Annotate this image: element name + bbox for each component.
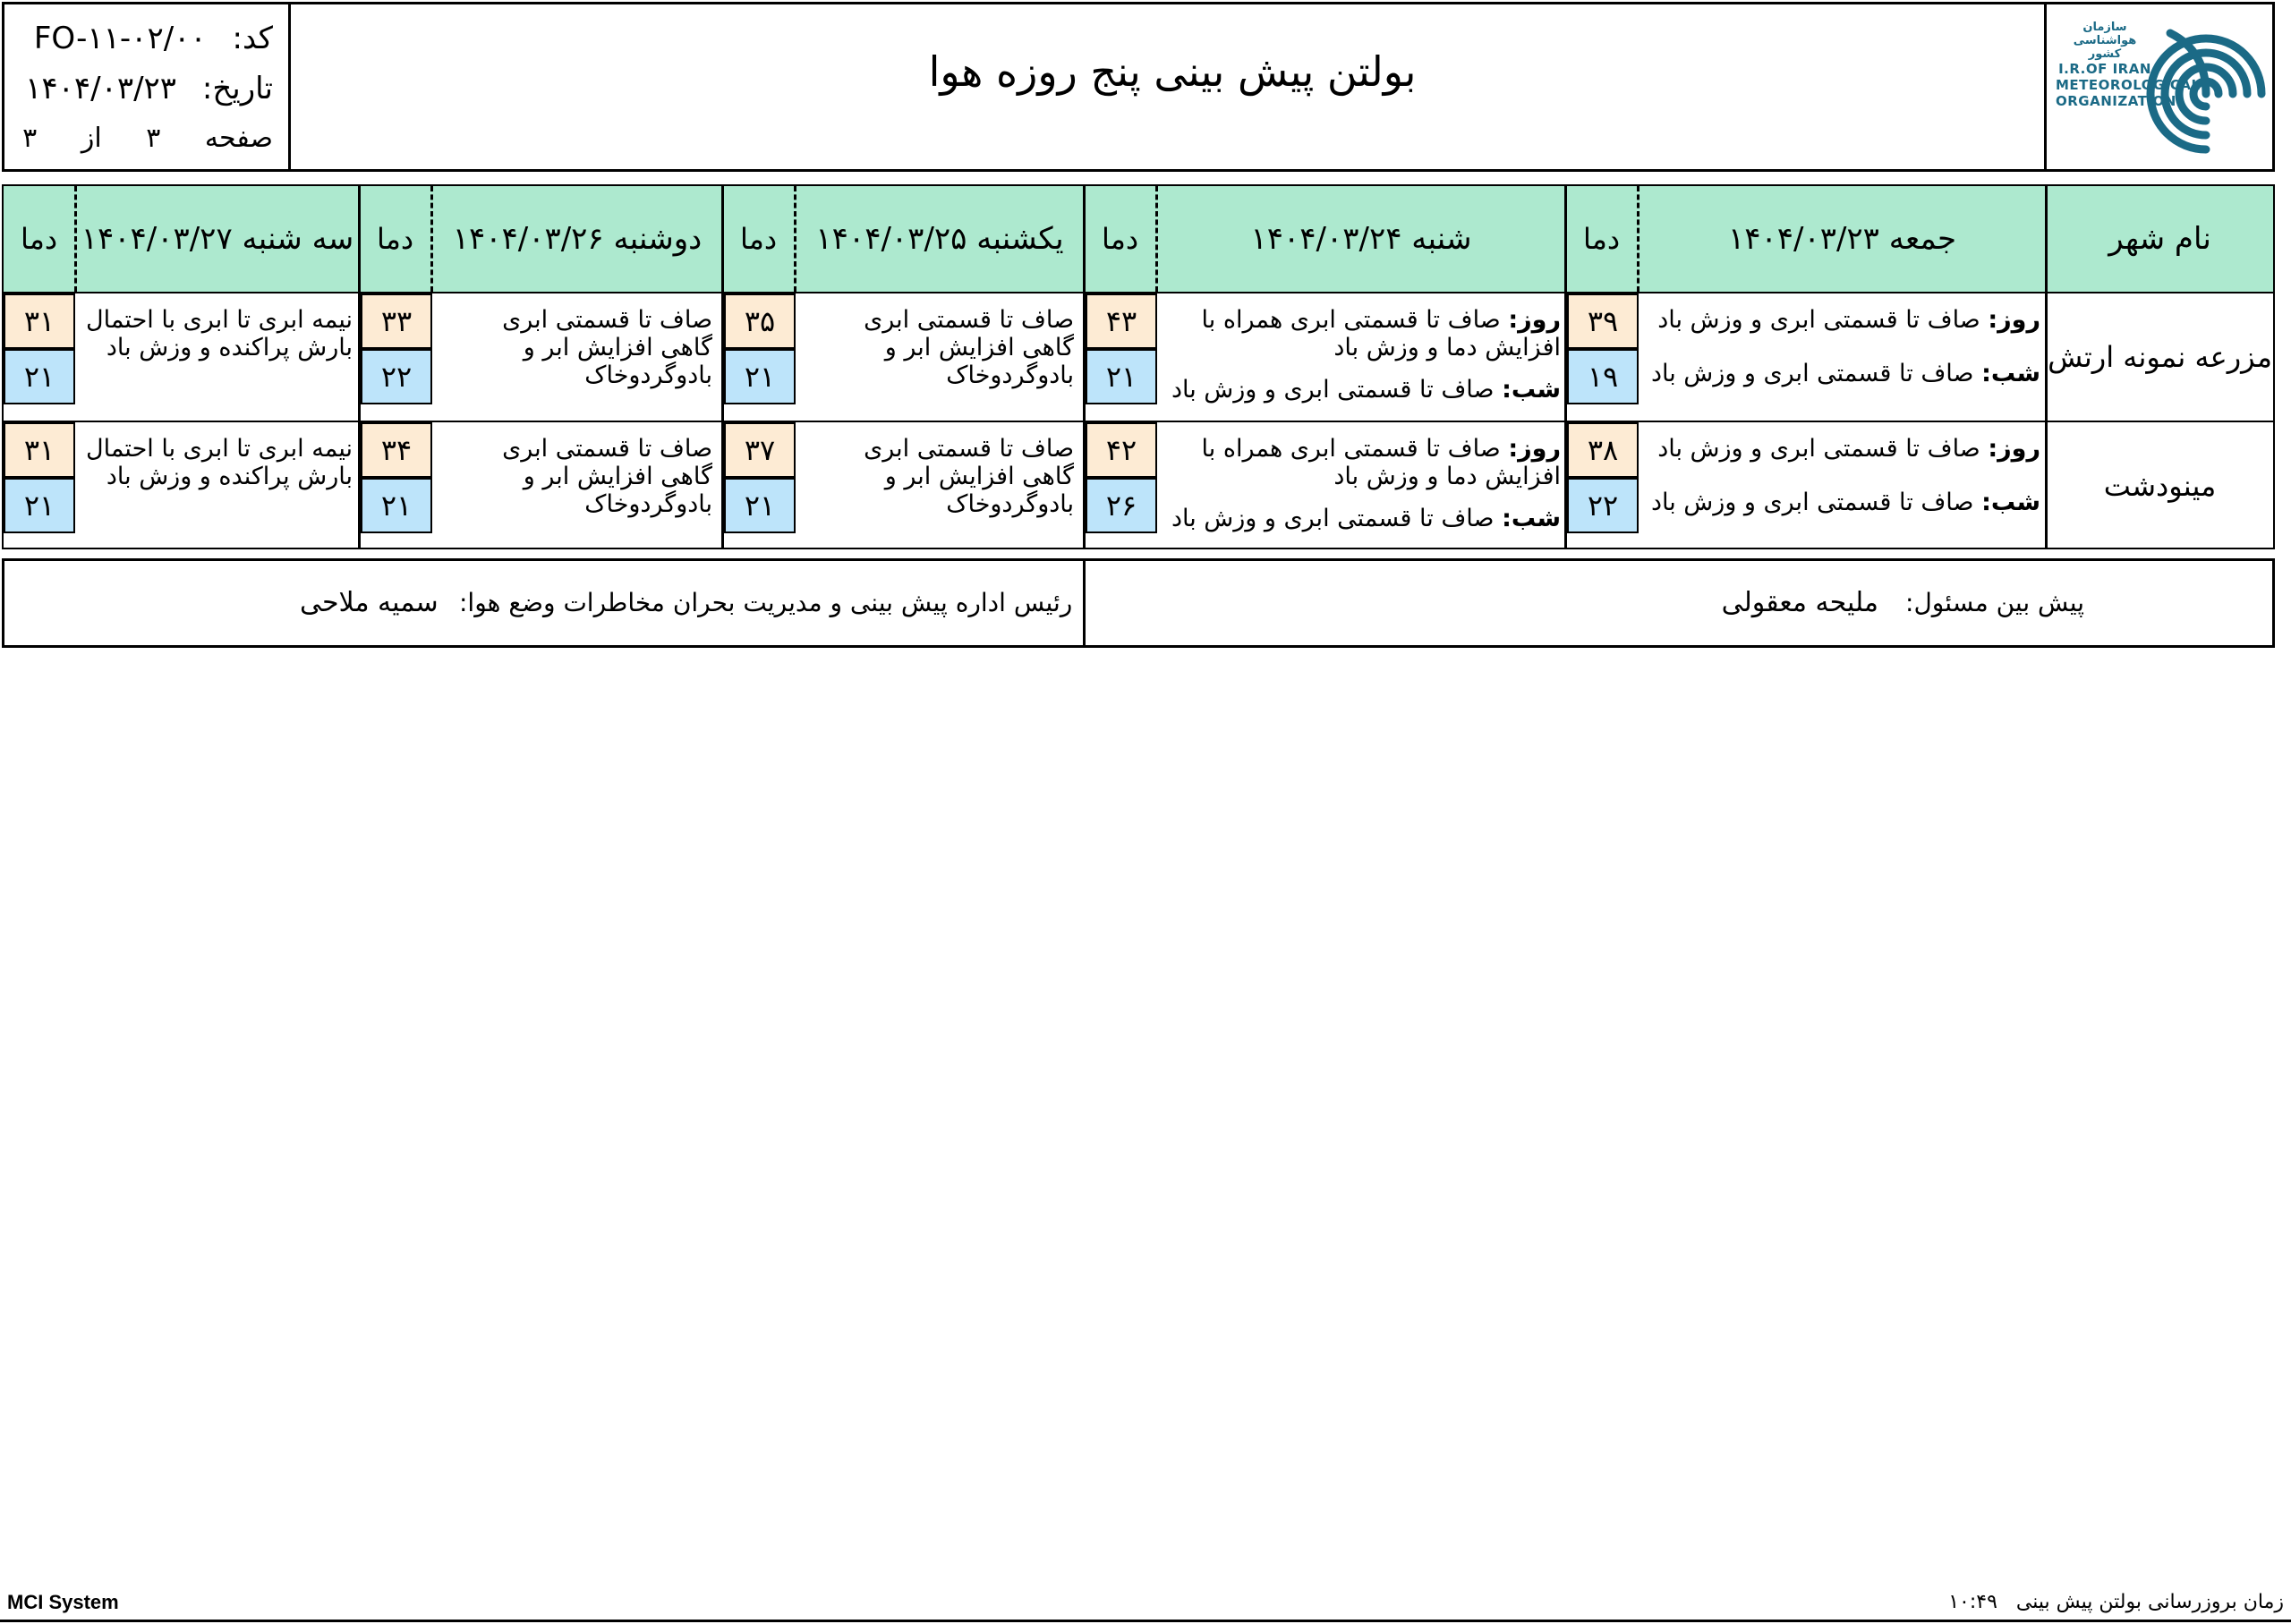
night-prefix: شب:: [1981, 360, 2040, 387]
day-prefix: روز:: [1508, 435, 1561, 463]
code-row: [31, 21, 273, 56]
forecast-table: [2, 184, 2275, 549]
temp-header-0: دما: [1566, 186, 1639, 292]
max-temp: ۳۳: [361, 293, 432, 349]
forecast-text: صاف تا قسمتی ابری و وزش باد: [1657, 435, 1980, 463]
min-temp: ۲۱: [724, 478, 796, 533]
temp-header-1: دما: [1085, 186, 1158, 292]
bottom-rule: [0, 1620, 2291, 1622]
signature-box: [2, 558, 2275, 648]
night-prefix: شب:: [1981, 489, 2040, 516]
night-prefix: شب:: [1502, 376, 1561, 404]
code-value: FO-۱۱-۰۲/۰۰: [33, 21, 207, 56]
forecast-text: صاف تا قسمتی ابری گاهی افزایش ابر و بادوگردوخاک: [502, 435, 712, 518]
max-temp: ۳۷: [724, 422, 796, 478]
bulletin-header: [2, 2, 2275, 172]
city-header: نام شهر: [2047, 186, 2273, 292]
temp-header-3: دما: [360, 186, 433, 292]
forecast-text: صاف تا قسمتی ابری گاهی افزایش ابر و بادوگردوخاک: [864, 435, 1074, 518]
forecast-text: صاف تا قسمتی ابری و وزش باد: [1657, 306, 1980, 334]
date-value: ۱۴۰۴/۰۳/۲۳: [25, 71, 177, 106]
forecast-text: صاف تا قسمتی ابری و وزش باد: [1171, 376, 1495, 404]
city-name: مینودشت: [2103, 469, 2217, 503]
max-temp: ۳۹: [1567, 293, 1639, 349]
min-temp: ۲۶: [1086, 478, 1157, 533]
head-name: سمیه ملاحی: [300, 587, 439, 618]
forecast-text: نیمه ابری تا ابری با احتمال بارش پراکنده و وزش باد: [85, 306, 353, 361]
page-title: بولتن پیش بینی پنج روزه هوا: [928, 47, 1417, 96]
forecaster-name: ملیحه معقولی: [1721, 587, 1878, 618]
update-label: زمان بروزرسانی بولتن پیش بینی: [2015, 1591, 2284, 1613]
forecast-night-text: [1158, 376, 1561, 404]
head-label: رئیس اداره پیش بینی و مدیریت بحران مخاطرات وضع هوا:: [459, 588, 1073, 617]
logo-fa-text: سازمان هواشناسی کشور: [2073, 21, 2137, 61]
forecast-night-text: [1639, 489, 2040, 516]
max-temp: ۳۱: [4, 293, 75, 349]
forecast-day-text: [1639, 306, 2040, 334]
date-row: [25, 71, 273, 106]
min-temp: ۲۱: [1086, 349, 1157, 404]
forecast-text: صاف تا قسمتی ابری و وزش باد: [1171, 505, 1495, 532]
system-name: MCI System: [7, 1591, 119, 1613]
day-header-4: سه شنبه ۱۴۰۴/۰۳/۲۷: [77, 186, 360, 292]
night-prefix: شب:: [1502, 505, 1561, 532]
logo-en-line3: ORGANIZATION: [2056, 93, 2176, 109]
day-header-2: یکشنبه ۱۴۰۴/۰۳/۲۵: [796, 186, 1085, 292]
date-label: تاریخ:: [201, 71, 273, 106]
day-prefix: روز:: [1508, 306, 1561, 334]
min-temp: ۲۱: [4, 478, 75, 533]
forecast-text: صاف تا قسمتی ابری گاهی افزایش ابر و بادوگردوخاک: [864, 306, 1074, 389]
forecast-text: صاف تا قسمتی ابری و وزش باد: [1650, 360, 1974, 387]
page-row: [22, 123, 273, 154]
temp-header-4: دما: [4, 186, 77, 292]
forecast-day-text: [1158, 306, 1561, 361]
forecast-night-text: [1158, 505, 1561, 532]
forecast-text: نیمه ابری تا ابری با احتمال بارش پراکنده و وزش باد: [85, 435, 353, 490]
max-temp: ۴۳: [1086, 293, 1157, 349]
temp-header-2: دما: [723, 186, 796, 292]
max-temp: ۳۱: [4, 422, 75, 478]
update-value: ۱۰:۴۹: [1948, 1591, 1997, 1613]
max-temp: ۳۸: [1567, 422, 1639, 478]
page-label: صفحه: [204, 123, 273, 154]
forecast-night-text: [1639, 360, 2040, 387]
page-of: از: [81, 123, 102, 154]
max-temp: ۳۵: [724, 293, 796, 349]
forecast-text: صاف تا قسمتی ابری و وزش باد: [1650, 489, 1974, 516]
logo-text: [2056, 21, 2201, 109]
min-temp: ۲۲: [361, 349, 432, 404]
day-header-1: شنبه ۱۴۰۴/۰۳/۲۴: [1158, 186, 1566, 292]
min-temp: ۲۱: [724, 349, 796, 404]
day-header-0: جمعه ۱۴۰۴/۰۳/۲۳: [1639, 186, 2047, 292]
forecast-text: صاف تا قسمتی ابری همراه با افزایش دما و وزش باد: [1201, 306, 1561, 361]
day-prefix: روز:: [1988, 306, 2040, 334]
logo-area: [2044, 4, 2272, 169]
min-temp: ۲۲: [1567, 478, 1639, 533]
forecaster-label: پیش بین مسئول:: [1905, 588, 2084, 617]
city-name: مزرعه نمونه ارتش: [2048, 340, 2272, 374]
code-label: کد:: [232, 21, 273, 56]
min-temp: ۲۱: [361, 478, 432, 533]
max-temp: ۴۲: [1086, 422, 1157, 478]
day-header-3: دوشنبه ۱۴۰۴/۰۳/۲۶: [433, 186, 723, 292]
forecast-day-text: [1158, 435, 1561, 490]
page-total: ۳: [22, 123, 38, 154]
logo-en-line2: METEOROLOGICAL: [2056, 77, 2201, 93]
logo-en-line1: I.R.OF IRAN: [2058, 61, 2151, 77]
day-prefix: روز:: [1988, 435, 2040, 463]
forecast-text: صاف تا قسمتی ابری گاهی افزایش ابر و بادوگردوخاک: [502, 306, 712, 389]
page-current: ۳: [146, 123, 161, 154]
document-meta: [4, 4, 291, 169]
forecast-day-text: [1639, 435, 2040, 463]
min-temp: ۲۱: [4, 349, 75, 404]
meteorological-logo-icon: [2143, 15, 2269, 158]
max-temp: ۳۴: [361, 422, 432, 478]
min-temp: ۱۹: [1567, 349, 1639, 404]
forecast-text: صاف تا قسمتی ابری همراه با افزایش دما و وزش باد: [1201, 435, 1561, 490]
update-time: [1948, 1591, 2284, 1613]
signature-divider: [1083, 561, 1086, 645]
